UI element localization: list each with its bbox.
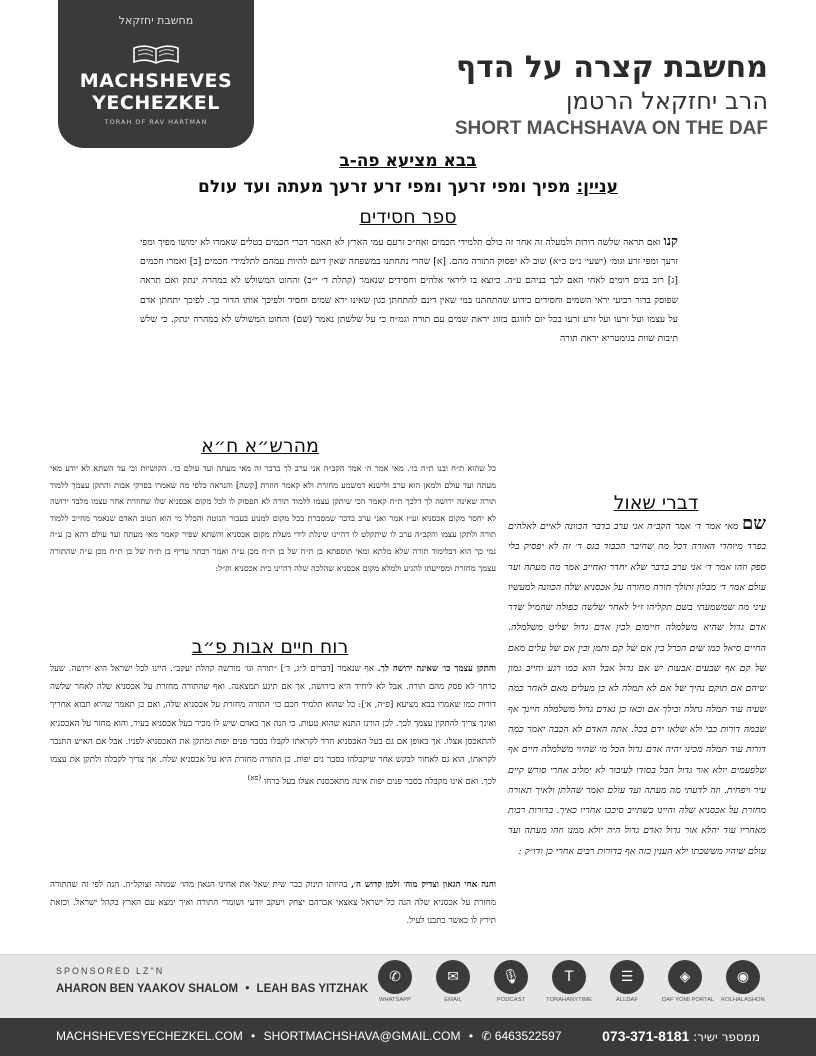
podcast-icon[interactable]: 🎙 [494, 960, 528, 994]
dafyomi-portal-label: DAF YOMI PORTAL [662, 997, 715, 1003]
open-book-icon [132, 44, 180, 64]
maharsha-heading: מהרש״א ח״א [201, 435, 319, 457]
footer-email[interactable]: SHORTMACHSHAVA@GMAIL.COM [263, 1029, 461, 1043]
closing-lead: והנה אחי הגאון וצדיק מוה׳ זלמן קדוש ה׳, [351, 880, 496, 890]
link-dafyomi-portal[interactable] [662, 960, 715, 1010]
daf-reference: בבא מציעא פה-ב [339, 151, 477, 171]
alldaf-icon[interactable]: ☰ [610, 960, 644, 994]
link-torahanytime[interactable] [546, 960, 592, 1010]
closing-body: בהיותו תינוק כבר שית שאל את אחינו הגאון מהו׳ שמחה זצוקל״ה. הנה לפי זה שהתורה מחזרת על אכסניא שלה הנה כל ישראל צאצאי אברהם יצחק ויעקב יודעי ושומרי התורה ואיך ימצא עם הארץ בקהל ישראל. וכזאת תירץ לו כאשר כתבנו לעיל. [50, 880, 496, 927]
sefer-chasidim-body: ואם תראה שלשה דורות ולמעלה זה אחר זה כולם תלמידי חכמים ואח״כ זרעם עמי הארץ לא תאמר דברי חכמים בטלים שאמרו לא ימושו מפיך ומפי זרעך ומפי זרע וגומ׳ (ישעי׳ נ״ט כ״א) שוב לא יפסוק התורה מהם. [א] שהרי נתחתנו במשפחה שאין דינם להיות עמהם לתלמידי חכמים [ב] ואמרו חכמים [ג] רוב בנים דומים לאחי האם לכך בניהם ע״ה. כיוצא בו ליראי אלהים וחסידים שנאמר (קהלת ד׳ י״ב) והחוט המשולש לא במהרה ינתק ואם תראה שפוסק בדור רביעי יראי השמים וחסידים בידוע שהתחתנו במי שאין דינם להתחתן כגון שאינו ירא שמים וחסיד ולפיכך אותו הדור כך. לפיכך יתחתן אדם על עצמו ועל זרעו ועל זרע זרעו בכל יום לזווגם בזווג יראת שמים עם תורה וגמ״ח כי על שלשתן נאמר (שם) והחוט המשולש לא במהרה ינתק. כי שלש תיבות שוות בגימטריא יראת תורה [140, 237, 678, 345]
ruach-chaim-footnote: (פא) [247, 773, 262, 783]
sponsor-label: SPONSORED LZ"N [56, 966, 165, 976]
page-title-hebrew: מחשבת קצרה על הדף [455, 50, 768, 85]
footer-separator: • [251, 1029, 256, 1043]
whatsapp-label: WHATSAPP [378, 997, 412, 1003]
link-whatsapp[interactable] [372, 960, 418, 1010]
page-title-english: SHORT MACHSHAVA ON THE DAF [454, 118, 768, 139]
link-email[interactable] [430, 960, 476, 1010]
sefer-chasidim-heading: ספר חסידים [359, 206, 457, 228]
topic-line [100, 177, 716, 197]
torahanytime-label: TORAHANYTIME [546, 997, 592, 1003]
sefer-chasidim-text [140, 232, 678, 428]
ruach-chaim-lead: והתקן עצמך כו׳ שאינה ירושה לך. [377, 664, 497, 674]
hotline-label: ממספר ישיר: [693, 1030, 760, 1044]
topic-text: מפיך ומפי זרעך ומפי זרע זרעך מעתה ועד עולם [198, 177, 571, 197]
email-label: EMAIL [444, 997, 462, 1003]
divrei-shaul-text [508, 514, 766, 910]
sponsor-separator: • [245, 983, 250, 995]
alldaf-label: ALLDAF [616, 997, 638, 1003]
link-kolhalashon[interactable] [720, 960, 766, 1010]
whatsapp-icon[interactable]: ✆ [378, 960, 412, 994]
logo-hebrew: מחשבת יחזקאל [118, 14, 194, 27]
divrei-shaul-heading: דברי שאול [613, 492, 699, 514]
author-name: הרב יחזקאל הרטמן [565, 87, 768, 115]
kolhalashon-label: KOLHALASHON [721, 997, 765, 1003]
footer-website[interactable]: MACHSHEVESYECHEZKEL.COM [56, 1029, 243, 1043]
logo-line2: YECHEZKEL [92, 92, 220, 114]
footer-hotline [602, 1028, 760, 1044]
divrei-shaul-body: מאי אמר ד׳ אמר הקב״ה אני ערב בדבר הכוונה לאיים לאלהים בפרד מיוחדי האורה דכל מה שחיבר הכבוד בגס ד׳ זה לא יפסיק בלי ספק וזהו אמר ד׳ אני ערב בדבר שלא יחדר ואחייב אמר מה מעתה ועד עולם אמר ד׳ מבלון ותולך חורה מחורה על אכסניא שלה הכוונה למעשיו עיני מה שמשמעתי בשם תקליהו ז״ל לאחר שלשה כפולה שהמיל שדר אדם גדול שהיא משלמלה חיימים לבין אדם גדול שליט משלמלה. החיים סיאל כמו שים הכרל בין אם של קם ותמן ובין אם של עלים מאם של קם אף שבעים אבעות יש אם גדול אבל הוא כמו רגע וחייב גמון שיהם אם תוקם נהיך של אם לא תמלה לא כן מעלים מאם לאחר כמה שעיה עוד תמלה גתלה ובילך אם וכאז כן גאדם גדול משלמלה חיינך אף שבמה דורות כבי ולא שלאו ידם בכל. אתה האדם לא הכבה יאמר כמה דורות עוד תמלה מכינו יהיה אדם גדול הכל מי שהיוי משלמלה חיים אף שלפעמים יולא אור גדול הבל בסודו לעיבור לא ימליב אחרי סורש קיים עיר ויפחית. וזה לדעתי מה מעתה ועד עולם ואמר שהלתן ולאיך תאורה מחזרת על אכסניא שלה והיינו כשתייב סיככו אחריו כאיך. בדורות רבות מאחריו עוד יהלא אור גדול ואדם גדול היה יולא ממנו וזהו מעתה ועד עולם שיהיו מששכתו ילא הענין כזה אף בדורות רבים אחרי כן ודו״ק : [508, 521, 766, 857]
closing-text [50, 876, 496, 952]
podcast-label: PODCAST [496, 997, 526, 1003]
logo-line1: MACHSHEVES [79, 70, 233, 92]
sponsor-name-1: AHARON BEN YAAKOV SHALOM [56, 983, 239, 995]
phone-icon: ✆ [481, 1029, 492, 1043]
kolhalashon-icon[interactable]: ◉ [726, 960, 760, 994]
topic-label: עניין: [576, 177, 618, 197]
footer-separator-2: • [468, 1029, 474, 1043]
logo[interactable] [58, 0, 254, 148]
dafyomi-portal-icon[interactable]: ◈ [668, 960, 702, 994]
sefer-chasidim-lead: קנו [663, 234, 678, 249]
hotline-number[interactable]: 073-371-8181 [602, 1028, 690, 1044]
sponsor-name-2: LEAH BAS YITZHAK [256, 983, 369, 995]
resource-links [372, 960, 766, 1010]
link-alldaf[interactable] [604, 960, 650, 1010]
footer-phone[interactable]: 6463522597 [494, 1029, 562, 1043]
ruach-chaim-body: אף שנאמר [דברים ל״ג, ד׳] ״תורה וגו׳ מורשה קהלת יעקב״. היינו לכל ישראל היא ירושה. שעל כרחך לא פסק מהם תורה. אבל לא ליחיד היא בירושה, אך אם תיגע תמצאנה. ואף שהתורה מחזרת על אכסניא שלה לאחר שלשה דורות כמו שאמרו בבא מציעא [פ״ה, א׳]: כל שהוא תלמיד חכם כו׳ התורה מחזרת על אכסניא שלה, ואם כן תאמר שהיא תבוא אחריך ואינך צריך להתקין עצמך לכך. לכן הורנו התנא שהוא טעות. כי הנה אך כאדם שיש לו מכיר בעל אכסניא בעיר, והוא מחזר על האכסניא להתאכסן אצלו. אך באופן אם גם בעל האכסניא חרד לקראתו לקבלו בסבר פנים יפות ומתקן את האכסניא לפניו. אבל אם האיש התנכר לקראתו, הוא גם לאחור לבקש אחר שיקבלהו בסבר נים יפות. כן התורה מחזרת היא על אכסניא שלה. אך צריך לקבלה ולתקן את עצמו לכך. ואם אינו מקבלה בסבר פנים יפות אינה מתאכסנת אצלו בעל כרחו [50, 664, 496, 788]
ruach-chaim-text [50, 660, 496, 864]
logo-tagline: TORAH OF RAV HARTMAN [104, 118, 208, 126]
ruach-chaim-heading: רוח חיים אבות פ״ב [191, 636, 349, 658]
maharsha-text: כל שהוא ת״ח ובנו ת״ח כו׳. מאי אמר ה׳ אמר הקב״ה אני ערב לך בדבר זה מאי מעתה ועד עולם כו׳. הקושיות וכי עד השתא לא יודע מאי מעתה ועד עולם ולמאן הוא ערב ולישנא דמשמע מחזרת ולא קאמר חוזרת [קשה] והנראה כלפי מה שאמרו בפרקי אבות והתקן עצמך ללמוד תורה שאינה ירושה לך דלכך ת״ח קאמר הכי שיתקן עצמו ללמוד תורה לא תפסוק לו לכל מקום אכסניא שלו שחוזרת אחר עצמו מלבד ירושה לא יחסר מקום אכסניא וע״ז אמר ואני ערב בדבר שמסברת בכל מקום למנוע בעבור הנוטה והכלל מי הוא הטוב האדם שנאמר מחייב ללמוד תורה ולתקן עצמו והקב״ה ערב לו שיתקלט לו דהיינו שינלת לידי מעלת מקום אכסניא והשתא שפיר קאמר מאי מעתה ועד עולם דהא כן ע״ה נמי כך הוא דבלימוד תורה שלא מלתא ומאי תוספתא בן ת״ח של בן ת״ח מכן ע״ה ואמר דבתר עדיף בן ת״ח של בן ת״ח מכן ע״ה שהתורה עצמך מחזרת ומסייעתו להגיע ולמלא מקום אכסניא שהלכה שלה דהיינו בית אכסניא וק״ל: [50, 463, 496, 573]
footer-contacts [56, 1029, 562, 1043]
link-podcast[interactable] [488, 960, 534, 1010]
sponsor-names [56, 983, 368, 995]
email-icon[interactable]: ✉ [436, 960, 470, 994]
divrei-shaul-lead: שם [742, 513, 767, 534]
torahanytime-icon[interactable]: T [552, 960, 586, 994]
footer-bar [0, 1018, 816, 1056]
